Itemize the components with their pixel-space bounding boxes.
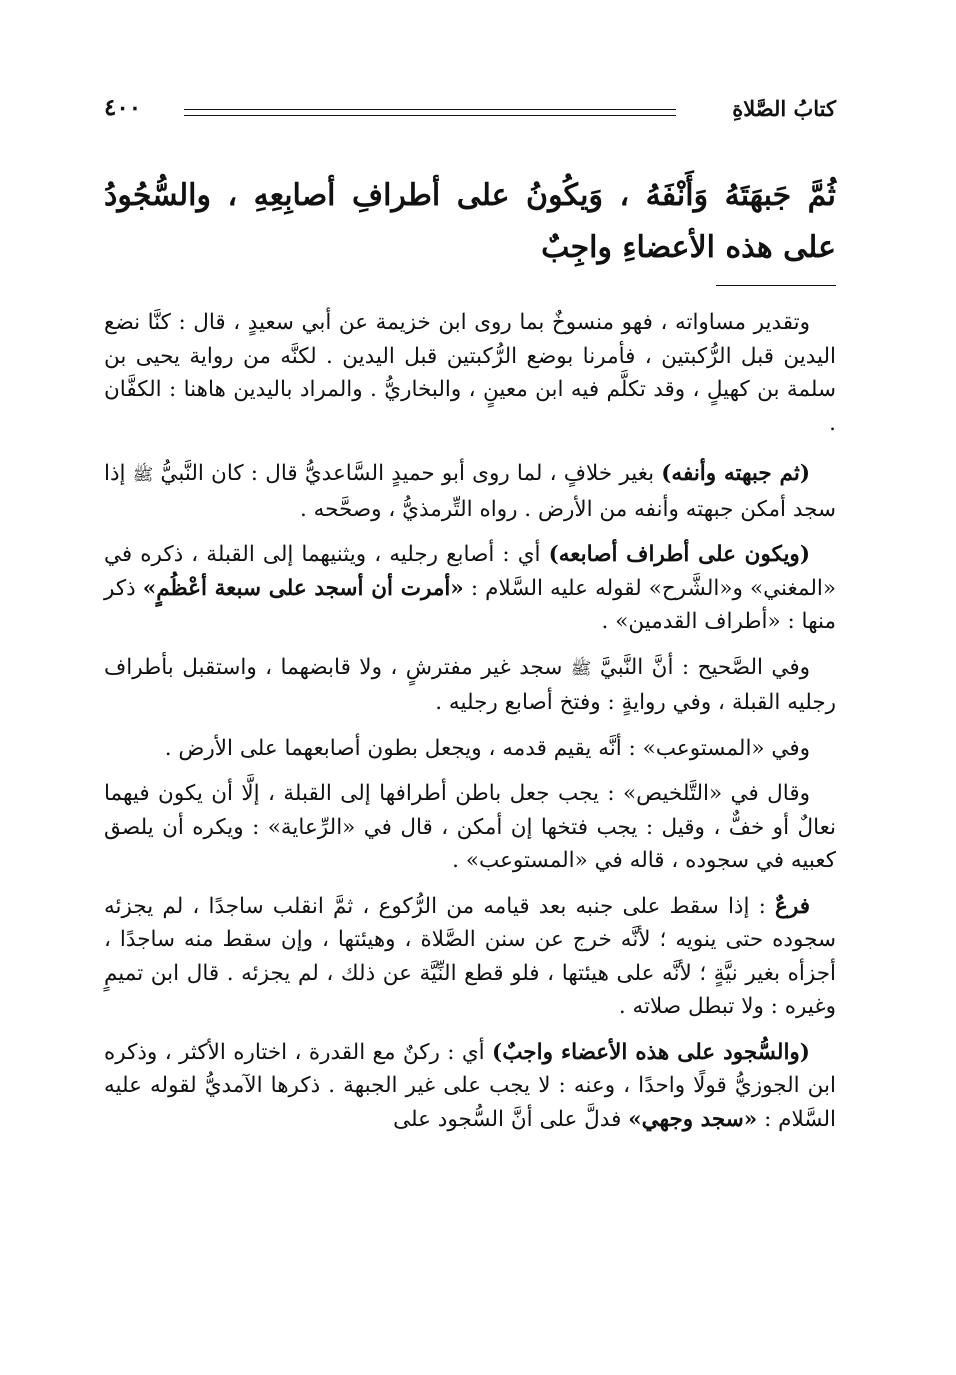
- running-title: كتابُ الصَّلاةِ: [732, 96, 836, 121]
- paragraph-3-text-b: ذكر منها : «أطراف القدمين» .: [104, 575, 836, 634]
- paragraph-7-text: : إذا سقط على جنبه بعد قيامه من الرُّكوع ، ثمَّ انقلب ساجدًا ، لم يجزئه سجوده حتى ينويه ؛ لأنَّه خرج عن سنن الصَّلاة ، وهيئتها ، وإن سقط منه ساجدًا ، أجزأه بغير نيَّةٍ ؛ لأنَّه على هيئتها ، فلو قطع النِّيَّة عن ذلك ، لم يجزئه . قال ابن تميمٍ وغيره : ولا تبطل صلاته .: [104, 893, 836, 1019]
- header-double-rule: [184, 109, 676, 116]
- commentary-body: [104, 306, 836, 1153]
- paragraph-5: وفي «المستوعب» : أنَّه يقيم قدمه ، ويجعل بطون أصابعهما على الأرض .: [164, 735, 810, 761]
- paragraph-2-text-a: بغير خلافٍ ، لما روى أبو حميدٍ السَّاعديُّ قال : كان النَّبيُّ: [153, 461, 662, 486]
- paragraph-4-text-a: وفي الصَّحيح : أنَّ النَّبيَّ: [591, 654, 810, 680]
- salutation-glyph: ﷺ: [570, 658, 592, 679]
- paragraph-8-hadith: «سجد وجهي»: [628, 1106, 758, 1132]
- page-header: [104, 92, 836, 132]
- paragraph-1: وتقدير مساواته ، فهو منسوخٌ بما روى ابن خزيمة عن أبي سعيدٍ ، قال : كنَّا نضع اليدين قبل الرُّكبتين ، فأمرنا بوضع الرُّكبتين قبل اليدين . لكنَّه من رواية يحيى بن سلمة بن كهيلٍ ، وقد تكلَّم فيه ابن معينٍ ، والبخاريُّ . والمراد باليدين هاهنا : الكفَّان .: [104, 310, 836, 436]
- paragraph-8-text-a: أي : ركنٌ مع القدرة ، اختاره الأكثر ، وذكره ابن الجوزيُّ قولًا واحدًا ، وعنه : لا يجب على غير الجبهة . ذكرها الآمديُّ لقوله عليه السَّلام :: [104, 1039, 836, 1132]
- paragraph-2-lead: (ثم جبهته وأنفه): [661, 461, 810, 486]
- paragraph-2: [104, 457, 836, 526]
- paragraph-8: [104, 1036, 836, 1137]
- paragraph-2-text-b: إذا سجد أمكن جبهته وأنفه من الأرض . رواه التِّرمذيُّ ، وصحَّحه .: [104, 461, 836, 522]
- page-number: ٤٠٠: [104, 94, 142, 121]
- salutation-glyph: ﷺ: [132, 465, 154, 485]
- paragraph-3-lead: (ويكون على أطراف أصابعه): [548, 542, 810, 567]
- paragraph-3: [104, 538, 836, 639]
- paragraph-4: [104, 651, 836, 720]
- paragraph-7-lead: فرعٌ: [775, 893, 810, 919]
- paragraph-3-hadith: «أمرت أن أسجد على سبعة أعْظُمٍ»: [142, 575, 464, 601]
- paragraph-6: وقال في «التَّلخيص» : يجب جعل باطن أطرافها إلى القبلة ، إلَّا أن يكون فيهما نعالٌ أو خفٌّ ، وقيل : يجب فتخها إن أمكن ، قال في «الرِّعاية» : ويكره أن يلصق كعبيه في سجوده ، قاله في «المستوعب» .: [104, 781, 836, 873]
- paragraph-3-text-a: أي : أصابع رجليه ، ويثنيهما إلى القبلة ، ذكره في «المغني» و«الشَّرح» لقوله عليه السَّلام :: [104, 542, 836, 601]
- paragraph-8-text-b: فدلَّ على أنَّ السُّجود على: [393, 1106, 629, 1132]
- matn-separator-rule: [716, 285, 836, 286]
- matn-text: ثُمَّ جَبهَتَهُ وَأَنْفَهُ ، وَيكُونُ على أطرافِ أصابِعِهِ ، والسُّجُودُ على هذه الأعضاءِ واجِبٌ: [104, 178, 836, 265]
- paragraph-4-text-b: سجد غير مفترشٍ ، ولا قابضهما ، واستقبل بأطراف رجليه القبلة ، وفي روايةٍ : وفتخ أصابع رجليه .: [104, 654, 836, 715]
- paragraph-8-lead: (والسُّجود على هذه الأعضاء واجبٌ): [492, 1039, 810, 1065]
- paragraph-7: [104, 890, 836, 1024]
